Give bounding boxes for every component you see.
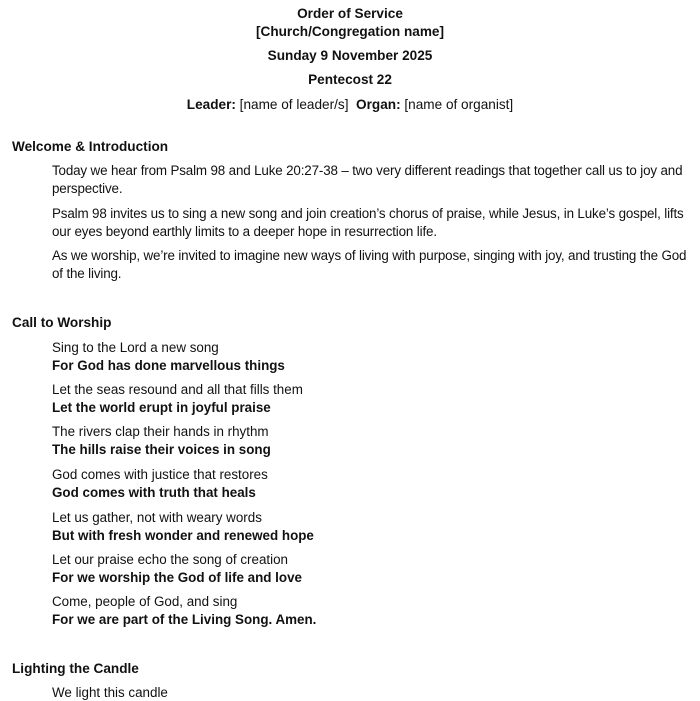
section-title-call-to-worship: Call to Worship (12, 315, 112, 330)
church-name: [Church/Congregation name] (255, 24, 445, 39)
leader-line: Let us gather, not with weary words (52, 510, 262, 525)
leader-line: Sing to the Lord a new song (52, 340, 219, 355)
leader-value: [name of leader/s] (239, 97, 349, 112)
welcome-paragraph: As we worship, we’re invited to imagine new ways of living with purpose, singing with joy, and trusting the God of the living. (52, 248, 687, 281)
leader-label: Leader: (186, 97, 236, 112)
leader-line: Let the seas resound and all that fills them (52, 382, 303, 397)
section-title-lighting-candle: Lighting the Candle (12, 661, 139, 676)
organ-label: Organ: (356, 97, 401, 112)
service-date: Sunday 9 November 2025 (267, 48, 433, 63)
people-response: But with fresh wonder and renewed hope (52, 528, 314, 543)
leader-line: The rivers clap their hands in rhythm (52, 424, 269, 439)
leader-line: Let our praise echo the song of creation (52, 552, 288, 567)
welcome-paragraph: Psalm 98 invites us to sing a new song and join creation’s chorus of praise, while Jesus, in Luke’s gospel, lifts our eyes beyond earthly limits to a deeper hope in resurrection life. (52, 206, 684, 239)
candle-line: We light this candle (52, 685, 168, 700)
people-response: For we are part of the Living Song. Amen. (52, 612, 317, 627)
people-response: For God has done marvellous things (52, 358, 285, 373)
document-title: Order of Service (297, 6, 403, 21)
people-response: The hills raise their voices in song (52, 442, 271, 457)
organ-value: [name of organist] (404, 97, 514, 112)
people-response: For we worship the God of life and love (52, 570, 302, 585)
leader-line: God comes with justice that restores (52, 467, 268, 482)
leader-organ-line (0, 97, 700, 113)
liturgical-occasion: Pentecost 22 (308, 72, 392, 87)
people-response: God comes with truth that heals (52, 485, 256, 500)
leader-line: Come, people of God, and sing (52, 594, 238, 609)
people-response: Let the world erupt in joyful praise (52, 400, 271, 415)
section-title-welcome: Welcome & Introduction (12, 139, 169, 154)
welcome-paragraph: Today we hear from Psalm 98 and Luke 20:27-38 – two very different readings that together call us to joy and perspective. (52, 163, 683, 196)
